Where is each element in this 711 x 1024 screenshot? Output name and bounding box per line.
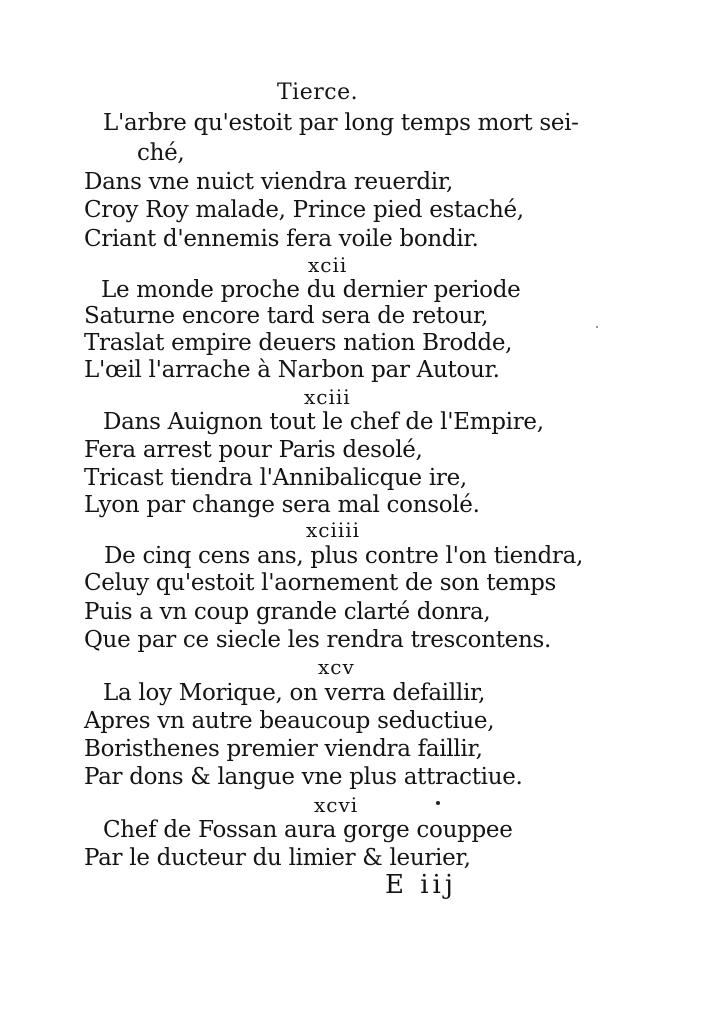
verse-line: Lyon par change sera mal consolé. <box>84 492 480 518</box>
verse-line: Boristhenes premier viendra faillir, <box>84 736 483 762</box>
quatrain-number: xcii <box>308 253 348 277</box>
quatrain-number: xciii <box>304 385 351 409</box>
verse-line: La loy Morique, on verra defaillir, <box>103 680 486 706</box>
verse-line: Dans Auignon tout le chef de l'Empire, <box>103 409 544 435</box>
verse-line: Traslat empire deuers nation Brodde, <box>84 330 513 356</box>
ink-speck <box>436 801 440 805</box>
verse-line: ché, <box>137 140 185 166</box>
verse-line: Puis a vn coup grande clarté donra, <box>84 599 491 625</box>
running-head: Tierce. <box>277 80 359 105</box>
quatrain-number: xcv <box>318 655 355 679</box>
verse-line: Que par ce siecle les rendra trescontens. <box>84 627 551 653</box>
verse-line: Par le ducteur du limier & leurier, <box>84 845 471 871</box>
verse-line: Saturne encore tard sera de retour, <box>84 303 489 329</box>
quatrain-number: xcvi <box>314 793 359 817</box>
verse-line: De cinq cens ans, plus contre l'on tiendra, <box>104 543 584 569</box>
verse-line: Le monde proche du dernier periode <box>101 277 521 303</box>
verse-line: Fera arrest pour Paris desolé, <box>84 437 423 463</box>
verse-line: Apres vn autre beaucoup seductiue, <box>84 708 495 734</box>
verse-line: L'arbre qu'estoit par long temps mort sei- <box>103 110 579 136</box>
verse-line: Par dons & langue vne plus attractiue. <box>84 764 523 790</box>
quatrain-number: xciiii <box>306 518 361 542</box>
verse-line: Dans vne nuict viendra reuerdir, <box>84 169 454 195</box>
verse-line: Celuy qu'estoit l'aornement de son temps <box>84 570 557 596</box>
verse-line: Croy Roy malade, Prince pied estaché, <box>84 197 524 223</box>
signature-mark: E iij <box>385 870 457 900</box>
verse-line: Chef de Fossan aura gorge couppee <box>103 817 513 843</box>
verse-line: Tricast tiendra l'Annibalicque ire, <box>84 465 467 491</box>
ink-speck <box>596 326 598 328</box>
verse-line: L'œil l'arrache à Narbon par Autour. <box>84 357 500 383</box>
verse-line: Criant d'ennemis fera voile bondir. <box>84 226 479 252</box>
